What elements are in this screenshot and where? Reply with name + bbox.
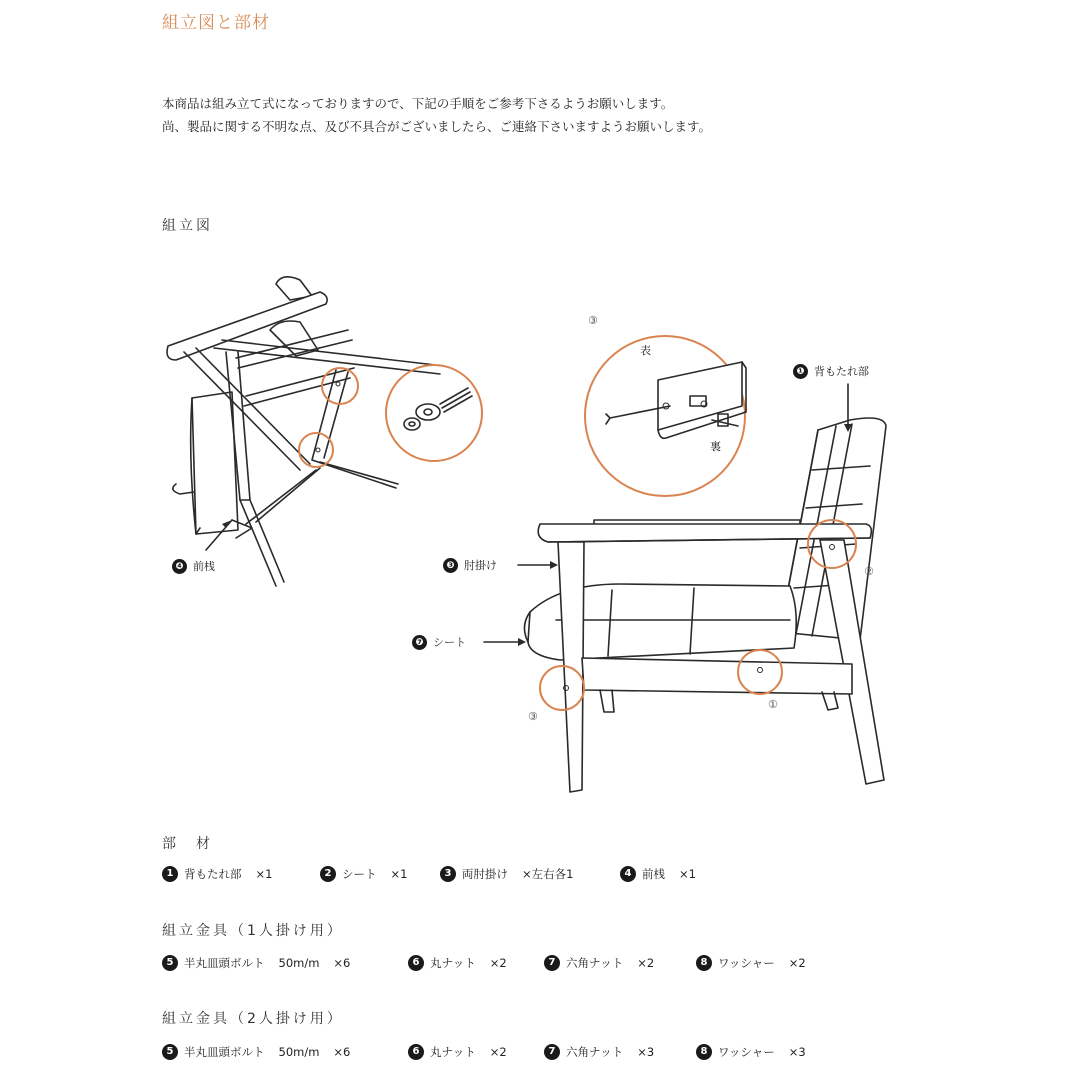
- part-item: [162, 866, 320, 882]
- hardware-qty: ×2: [489, 956, 507, 970]
- page-title: 組立図と部材: [162, 13, 270, 33]
- number-badge: 1: [162, 866, 178, 882]
- marker-1: ①: [768, 698, 778, 711]
- hardware-qty: ×6: [333, 1045, 351, 1059]
- number-badge: 8: [696, 1044, 712, 1060]
- hardware-item: [544, 955, 696, 971]
- hardware-item: [544, 1044, 696, 1060]
- part-item: [620, 866, 696, 882]
- armrest-label: 肘掛け: [464, 559, 497, 572]
- backrest-label: 背もたれ部: [814, 365, 869, 378]
- hardware-qty: ×3: [637, 1045, 655, 1059]
- intro-line-1: 本商品は組み立て式になっておりますので、下記の手順をご参考下さるようお願いします。: [162, 96, 674, 111]
- part-name: シート: [342, 867, 377, 881]
- hardware-2-heading: 組立金具（2人掛け用）: [162, 1011, 344, 1027]
- marker-3: ③: [528, 710, 538, 723]
- part-qty: ×1: [390, 867, 408, 881]
- hardware-size: 50m/m: [278, 956, 320, 970]
- hardware-item: [408, 955, 544, 971]
- hardware-name: 半丸皿頭ボルト: [184, 1045, 265, 1059]
- hardware-qty: ×6: [333, 956, 351, 970]
- number-badge: 6: [408, 1044, 424, 1060]
- hardware-size: 50m/m: [278, 1045, 320, 1059]
- hardware-qty: ×3: [788, 1045, 806, 1059]
- hardware-qty: ×2: [489, 1045, 507, 1059]
- left-frame-drawing: [167, 277, 444, 586]
- part-name: 背もたれ部: [184, 867, 242, 881]
- right-chair-drawing: [484, 384, 886, 792]
- detail-marker: ③: [588, 314, 598, 327]
- hardware-name: 六角ナット: [566, 956, 624, 970]
- part-item: [440, 866, 620, 882]
- number-badge: ❼: [412, 635, 427, 650]
- seat-callout: [412, 634, 466, 650]
- hardware-item: [696, 1044, 806, 1060]
- number-badge: 2: [320, 866, 336, 882]
- part-name: 両肘掛け: [462, 867, 508, 881]
- face-detail: [585, 336, 746, 496]
- seat-label: シート: [433, 636, 466, 649]
- hardware-name: 半丸皿頭ボルト: [184, 956, 265, 970]
- hardware-1-row: [162, 955, 806, 971]
- hardware-item: [162, 955, 408, 971]
- hardware-name: ワッシャー: [718, 956, 775, 970]
- hardware-item: [696, 955, 806, 971]
- assembly-heading: 組立図: [162, 218, 213, 234]
- armrest-callout: [443, 557, 497, 573]
- number-badge: 5: [162, 955, 178, 971]
- number-badge: ❶: [793, 364, 808, 379]
- number-badge: ❹: [172, 559, 187, 574]
- part-qty: ×左右各1: [522, 867, 574, 881]
- hardware-name: 丸ナット: [430, 1045, 476, 1059]
- face-back-label: 裏: [710, 440, 721, 453]
- number-badge: 8: [696, 955, 712, 971]
- front-leg-label: 前桟: [193, 560, 215, 573]
- intro-line-2: 尚、製品に関する不明な点、及び不具合がございましたら、ご連絡下さいますようお願いします。: [162, 119, 712, 134]
- number-badge: 6: [408, 955, 424, 971]
- part-item: [320, 866, 440, 882]
- backrest-callout: [793, 363, 869, 379]
- number-badge: 7: [544, 955, 560, 971]
- number-badge: ❸: [443, 558, 458, 573]
- part-qty: ×1: [679, 867, 696, 881]
- number-badge: 3: [440, 866, 456, 882]
- hardware-name: 丸ナット: [430, 956, 476, 970]
- number-badge: 5: [162, 1044, 178, 1060]
- face-front-label: 表: [640, 344, 651, 357]
- parts-row: [162, 866, 696, 882]
- hardware-qty: ×2: [637, 956, 655, 970]
- part-qty: ×1: [255, 867, 273, 881]
- number-badge: 7: [544, 1044, 560, 1060]
- part-name: 前桟: [642, 867, 665, 881]
- marker-2: ②: [864, 565, 874, 578]
- hardware-qty: ×2: [788, 956, 806, 970]
- hardware-1-heading: 組立金具（1人掛け用）: [162, 923, 344, 939]
- hardware-name: 六角ナット: [566, 1045, 624, 1059]
- number-badge: 4: [620, 866, 636, 882]
- hardware-name: ワッシャー: [718, 1045, 775, 1059]
- hardware-detail: [386, 365, 482, 461]
- front-leg-callout: [172, 558, 215, 574]
- hardware-2-row: [162, 1044, 806, 1060]
- hardware-item: [408, 1044, 544, 1060]
- hardware-item: [162, 1044, 408, 1060]
- parts-heading: 部 材: [162, 836, 213, 852]
